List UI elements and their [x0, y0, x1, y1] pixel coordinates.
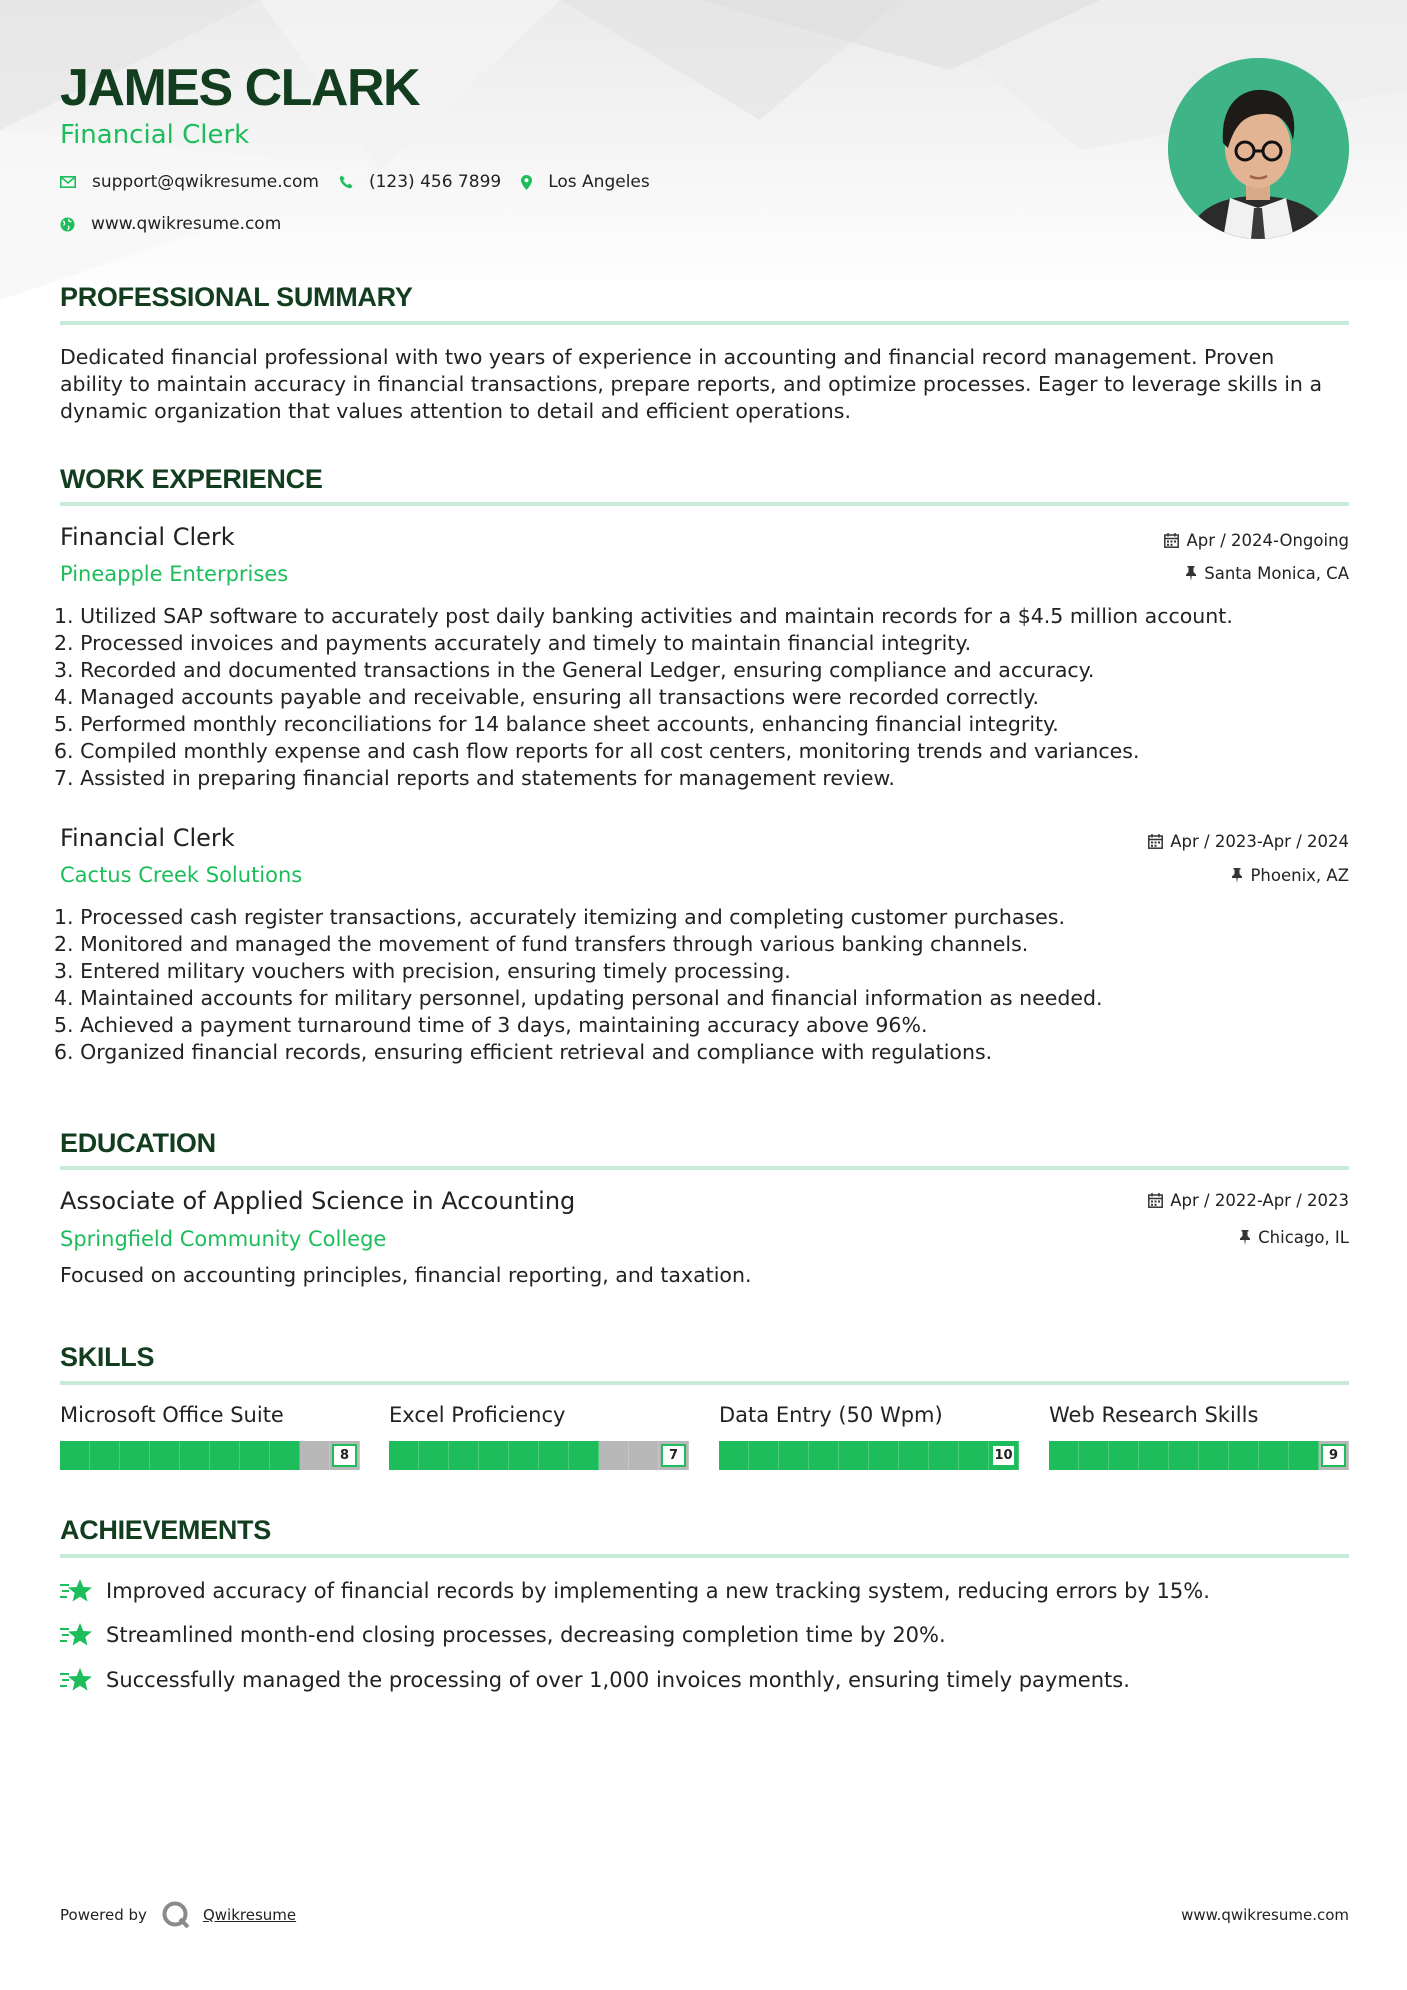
list-item: 7. Assisted in preparing financial reports and statements for management review.	[54, 766, 895, 790]
summary-divider	[60, 321, 1349, 325]
email-text: support@qwikresume.com	[92, 172, 319, 192]
summary-line: Dedicated financial professional with two years of experience in accounting and financial record management. Proven	[60, 345, 1275, 369]
phone-icon	[339, 175, 353, 189]
achievement-item	[60, 1667, 1130, 1693]
experience-divider	[60, 502, 1349, 506]
skill-segment-filled	[569, 1441, 599, 1470]
skill-bar	[719, 1441, 1019, 1470]
skill-segment-filled	[180, 1441, 210, 1470]
education-dates	[1148, 1191, 1349, 1210]
skill-segment-filled	[1049, 1441, 1079, 1470]
skill-segment-filled	[509, 1441, 539, 1470]
star-icon	[60, 1578, 94, 1604]
skill-segment-filled	[240, 1441, 270, 1470]
star-icon	[60, 1622, 94, 1648]
map-pin-icon	[521, 175, 532, 190]
summary-line: ability to maintain accuracy in financial transactions, prepare reports, and optimize processes. Eager to leverage skills in a	[60, 372, 1323, 396]
skill-segment-filled	[809, 1441, 839, 1470]
portrait-illustration	[1168, 58, 1349, 239]
achievement-text: Successfully managed the processing of over 1,000 invoices monthly, ensuring timely payments.	[106, 1668, 1130, 1692]
pushpin-icon	[1231, 868, 1243, 883]
skill-segment-filled	[959, 1441, 989, 1470]
skill-segment-filled	[60, 1441, 90, 1470]
list-item: 3. Recorded and documented transactions in the General Ledger, ensuring compliance and accuracy.	[54, 658, 1095, 682]
skill-segment-filled	[869, 1441, 899, 1470]
skill-segment-filled	[1259, 1441, 1289, 1470]
skill-bar	[389, 1441, 689, 1470]
skill-score: 10	[991, 1444, 1016, 1467]
job-2-location-text: Phoenix, AZ	[1250, 866, 1349, 885]
powered-by-label: Powered by	[60, 1906, 147, 1924]
pushpin-icon	[1239, 1230, 1251, 1245]
achievements-divider	[60, 1554, 1349, 1558]
achievement-item	[60, 1622, 946, 1648]
skill-segment-filled	[389, 1441, 419, 1470]
list-item: 1. Processed cash register transactions, accurately itemizing and completing customer purchases.	[54, 905, 1065, 929]
job-2-dates	[1148, 832, 1349, 851]
globe-icon	[60, 217, 75, 232]
skill-segment-filled	[150, 1441, 180, 1470]
skill-score: 7	[661, 1444, 686, 1467]
skill-score: 9	[1321, 1444, 1346, 1467]
skill-segment-filled	[899, 1441, 929, 1470]
education-location	[1239, 1228, 1349, 1247]
skill-segment-filled	[1079, 1441, 1109, 1470]
pushpin-icon	[1185, 566, 1197, 581]
list-item: 2. Processed invoices and payments accurately and timely to maintain financial integrity.	[54, 631, 972, 655]
envelope-icon	[60, 176, 76, 188]
skill-bar	[60, 1441, 360, 1470]
list-item: 5. Achieved a payment turnaround time of 3 days, maintaining accuracy above 96%.	[54, 1013, 928, 1037]
skill-segment-filled	[479, 1441, 509, 1470]
star-icon	[60, 1667, 94, 1693]
achievement-text: Streamlined month-end closing processes, decreasing completion time by 20%.	[106, 1623, 946, 1647]
list-item: 4. Maintained accounts for military personnel, updating personal and financial information as needed.	[54, 986, 1103, 1010]
skill-segment-filled	[1109, 1441, 1139, 1470]
skill-segment-filled	[839, 1441, 869, 1470]
job-1-role: Financial Clerk	[60, 523, 235, 551]
skill-segment-filled	[419, 1441, 449, 1470]
job-2-dates-text: Apr / 2023-Apr / 2024	[1170, 832, 1349, 851]
footer-powered-by	[60, 1900, 296, 1930]
skill-label: Microsoft Office Suite	[60, 1403, 284, 1427]
skill-segment-filled	[539, 1441, 569, 1470]
skill-segment-filled	[1169, 1441, 1199, 1470]
job-1-company: Pineapple Enterprises	[60, 562, 289, 586]
job-1-location-text: Santa Monica, CA	[1204, 564, 1349, 583]
candidate-name: JAMES CLARK	[60, 59, 420, 117]
skill-segment-filled	[449, 1441, 479, 1470]
contact-row	[60, 172, 670, 192]
skill-segment-empty	[629, 1441, 659, 1470]
experience-heading: WORK EXPERIENCE	[60, 464, 323, 494]
summary-line: dynamic organization that values attention to detail and efficient operations.	[60, 399, 851, 423]
skills-heading: SKILLS	[60, 1342, 155, 1372]
job-2-role: Financial Clerk	[60, 824, 235, 852]
skill-score: 8	[332, 1444, 357, 1467]
skill-segment-filled	[749, 1441, 779, 1470]
list-item: 1. Utilized SAP software to accurately post daily banking activities and maintain records for a $4.5 million account.	[54, 604, 1233, 628]
education-description: Focused on accounting principles, financial reporting, and taxation.	[60, 1263, 752, 1287]
job-2-location	[1231, 866, 1349, 885]
footer-website[interactable]: www.qwikresume.com	[1181, 1906, 1349, 1924]
skill-label: Data Entry (50 Wpm)	[719, 1403, 943, 1427]
profile-photo	[1168, 58, 1349, 239]
achievement-item	[60, 1578, 1210, 1604]
education-school: Springfield Community College	[60, 1227, 387, 1251]
skill-segment-filled	[120, 1441, 150, 1470]
job-1-bullets	[54, 603, 1354, 792]
skill-segment-filled	[1199, 1441, 1229, 1470]
skill-label: Web Research Skills	[1049, 1403, 1259, 1427]
skill-segment-filled	[210, 1441, 240, 1470]
skill-label: Excel Proficiency	[389, 1403, 566, 1427]
skill-segment-filled	[1229, 1441, 1259, 1470]
contact-website[interactable]	[60, 214, 281, 234]
education-location-text: Chicago, IL	[1258, 1228, 1349, 1247]
list-item: 5. Performed monthly reconciliations for 14 balance sheet accounts, enhancing financial integrity.	[54, 712, 1059, 736]
website-text: www.qwikresume.com	[91, 214, 282, 234]
skill-segment-filled	[779, 1441, 809, 1470]
skill-segment-filled	[929, 1441, 959, 1470]
list-item: 3. Entered military vouchers with precision, ensuring timely processing.	[54, 959, 791, 983]
calendar-icon	[1148, 1193, 1163, 1208]
education-divider	[60, 1166, 1349, 1170]
location-text: Los Angeles	[548, 172, 650, 192]
skill-segment-empty	[300, 1441, 330, 1470]
education-heading: EDUCATION	[60, 1128, 216, 1158]
summary-heading: PROFESSIONAL SUMMARY	[60, 282, 413, 312]
job-1-dates	[1164, 531, 1349, 550]
job-1-dates-text: Apr / 2024-Ongoing	[1186, 531, 1349, 550]
skill-segment-filled	[719, 1441, 749, 1470]
list-item: 4. Managed accounts payable and receivable, ensuring all transactions were recorded correctly.	[54, 685, 1040, 709]
skill-bar	[1049, 1441, 1349, 1470]
contact-location	[521, 172, 650, 192]
achievements-heading: ACHIEVEMENTS	[60, 1515, 271, 1545]
phone-text: (123) 456 7899	[368, 172, 502, 192]
list-item: 6. Compiled monthly expense and cash flow reports for all cost centers, monitoring trends and variances.	[54, 739, 1140, 763]
skill-segment-filled	[270, 1441, 300, 1470]
qwikresume-logo-icon	[161, 1900, 191, 1930]
job-1-location	[1185, 564, 1349, 583]
education-degree: Associate of Applied Science in Accounting	[60, 1187, 576, 1215]
job-2-bullets	[54, 904, 1354, 1066]
contact-email[interactable]	[60, 172, 319, 192]
skill-segment-empty	[599, 1441, 629, 1470]
brand-link[interactable]: Qwikresume	[202, 1906, 297, 1924]
list-item: 6. Organized financial records, ensuring efficient retrieval and compliance with regulations.	[54, 1040, 993, 1064]
skill-segment-filled	[1289, 1441, 1319, 1470]
list-item: 2. Monitored and managed the movement of fund transfers through various banking channels.	[54, 932, 1029, 956]
candidate-title: Financial Clerk	[60, 120, 250, 150]
calendar-icon	[1164, 533, 1179, 548]
achievement-text: Improved accuracy of financial records by implementing a new tracking system, reducing errors by 15%.	[106, 1579, 1210, 1603]
contact-row-website	[60, 214, 301, 234]
job-2-company: Cactus Creek Solutions	[60, 863, 303, 887]
calendar-icon	[1148, 834, 1163, 849]
education-dates-text: Apr / 2022-Apr / 2023	[1170, 1191, 1349, 1210]
skill-segment-filled	[1139, 1441, 1169, 1470]
skill-segment-filled	[90, 1441, 120, 1470]
skills-divider	[60, 1381, 1349, 1385]
contact-phone[interactable]	[339, 172, 501, 192]
